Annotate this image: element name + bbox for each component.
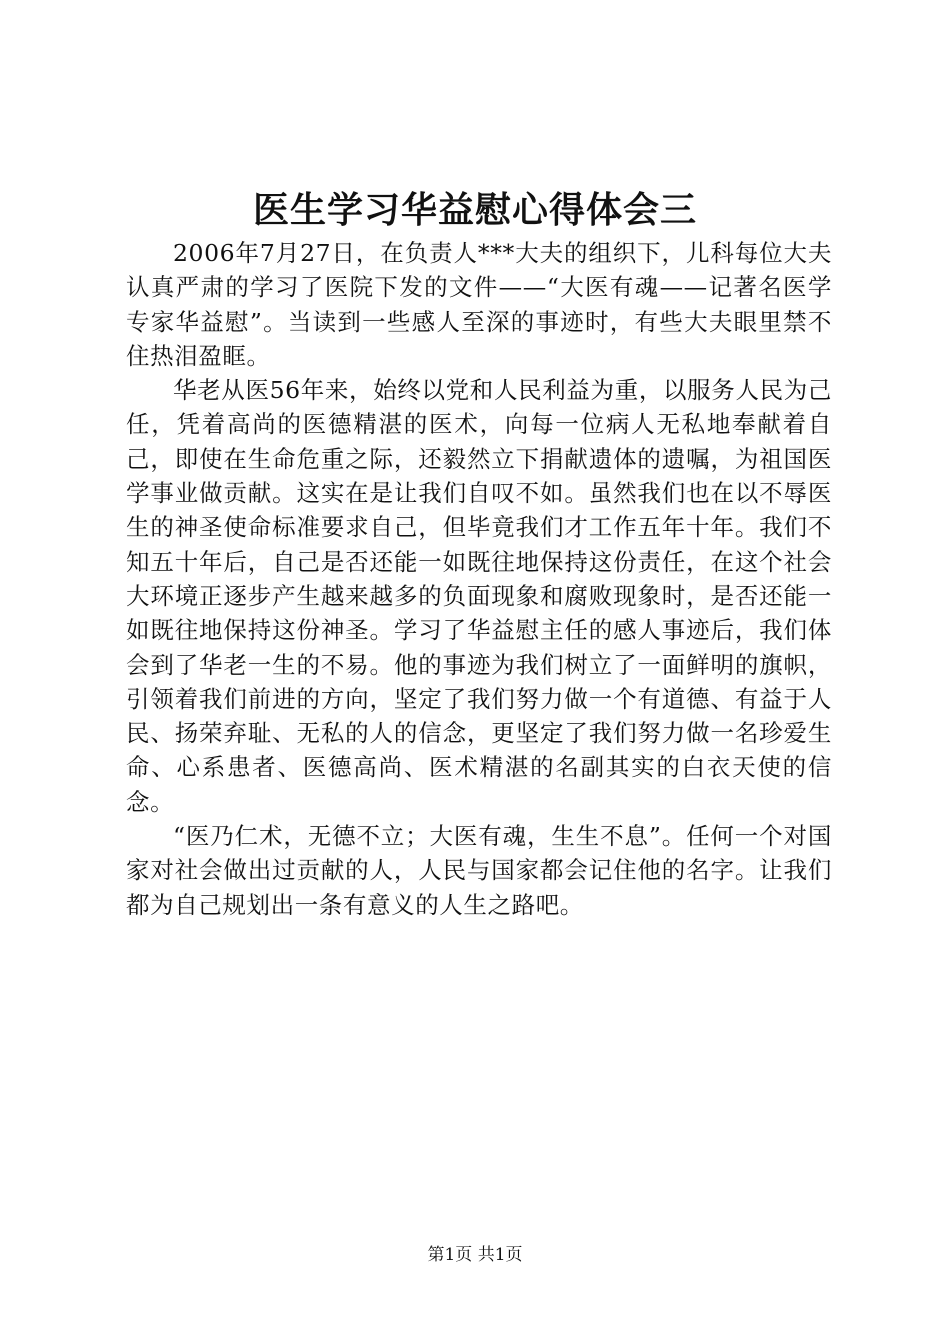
document-title: 医生学习华益慰心得体会三 xyxy=(252,189,697,231)
document-body xyxy=(126,236,832,922)
paragraph-1: 2006年7月27日，在负责人***大夫的组织下，儿科每位大夫认真严肃的学习了医院下发的文件——“大医有魂——记著名医学专家华益慰”。当读到一些感人至深的事迹时，有些大夫眼里禁不住热泪盈眶。 xyxy=(126,239,832,370)
page-footer: 第1页 共1页 xyxy=(427,1245,523,1265)
paragraph-2: 华老从医56年来，始终以党和人民利益为重，以服务人民为己任，凭着高尚的医德精湛的医术，向每一位病人无私地奉献着自己，即使在生命危重之际，还毅然立下捐献遗体的遗嘱，为祖国医学事业做贡献。这实在是让我们自叹不如。虽然我们也在以不辱医生的神圣使命标准要求自己，但毕竟我们才工作五年十年。我们不知五十年后，自己是否还能一如既往地保持这份责任，在这个社会大环境正逐步产生越来越多的负面现象和腐败现象时，是否还能一如既往地保持这份神圣。学习了华益慰主任的感人事迹后，我们体会到了华老一生的不易。他的事迹为我们树立了一面鲜明的旗帜，引领着我们前进的方向，坚定了我们努力做一个有道德、有益于人民、扬荣弃耻、无私的人的信念，更坚定了我们努力做一名珍爱生命、心系患者、医德高尚、医术精湛的名副其实的白衣天使的信念。 xyxy=(126,376,832,816)
paragraph-3: “医乃仁术，无德不立；大医有魂，生生不息”。任何一个对国家对社会做出过贡献的人，人民与国家都会记住他的名字。让我们都为自己规划出一条有意义的人生之路吧。 xyxy=(126,822,832,919)
